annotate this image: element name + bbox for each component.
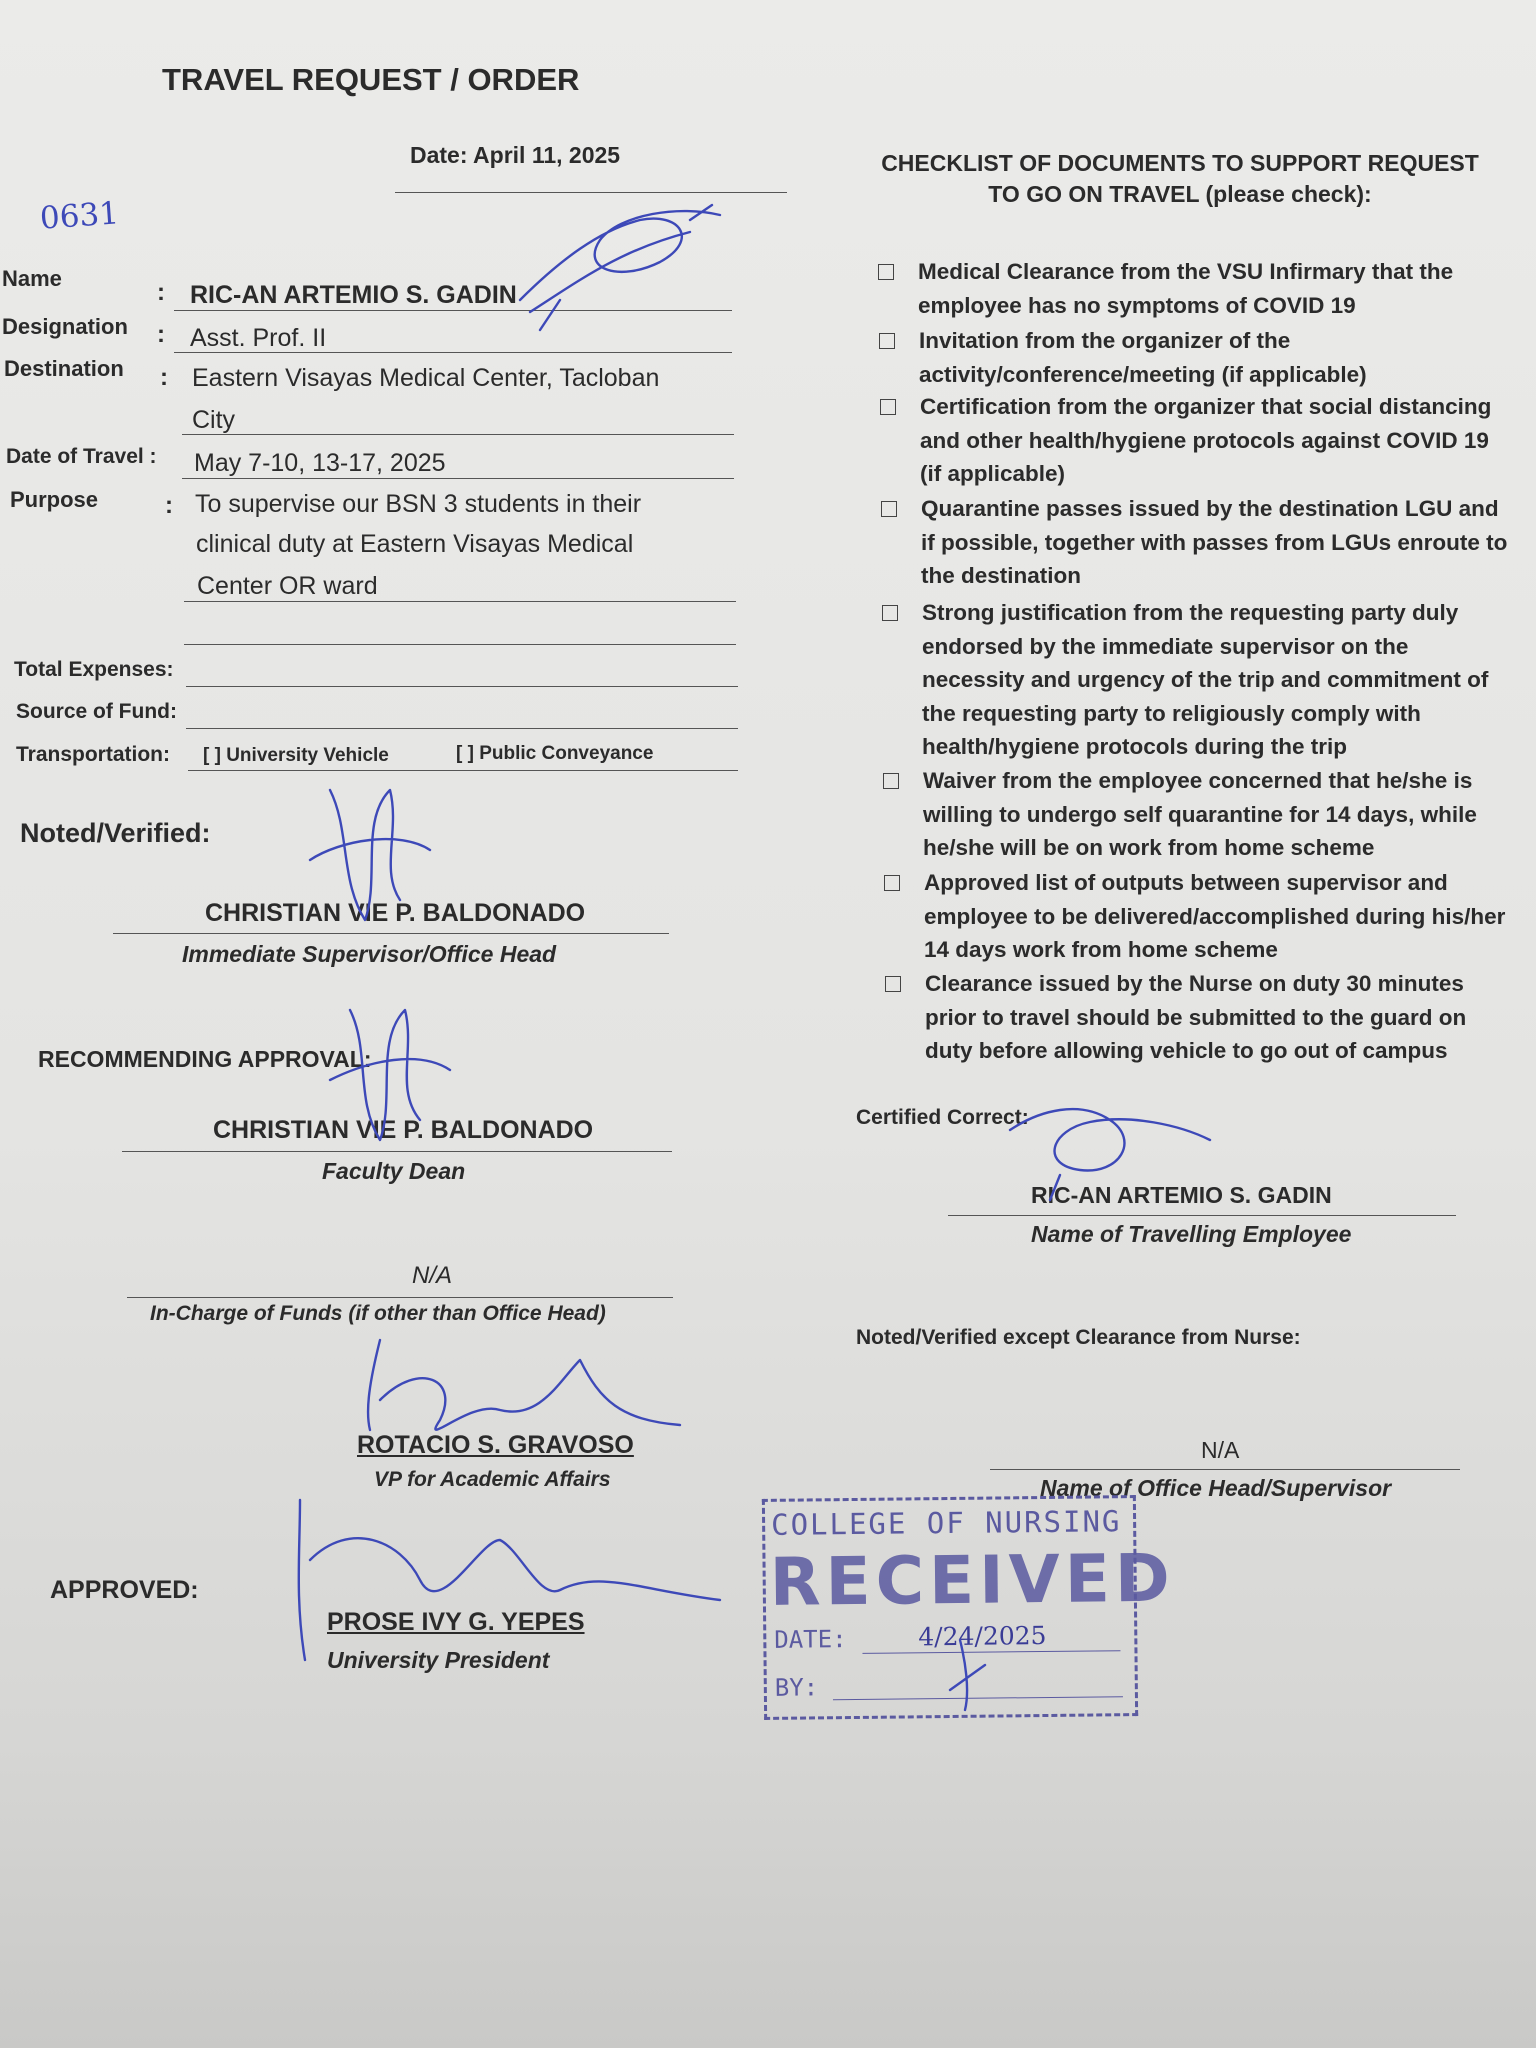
destination-value-line1: Eastern Visayas Medical Center, Tacloban [192,364,660,392]
purpose-label: Purpose [10,487,99,512]
approved-label: APPROVED: [50,1576,199,1604]
signature-certified [1010,1109,1210,1200]
total-expenses-label: Total Expenses: [14,658,174,681]
checklist-item-text: Quarantine passes issued by the destination LGU and if possible, together with passes from LGUs enroute to the destination [921,496,1508,588]
noted-except-label: Noted/Verified except Clearance from Nurse: [856,1326,1301,1349]
name-value: RIC-AN ARTEMIO S. GADIN [190,281,517,309]
signature-supervisor [310,790,430,920]
stamp-office: COLLEGE OF NURSING [770,1504,1122,1542]
stamp-date-label: DATE: [774,1625,847,1654]
date-of-travel-label: Date of Travel : [6,445,157,468]
employee-role: Name of Travelling Employee [1031,1221,1352,1247]
employee-name: RIC-AN ARTEMIO S. GADIN [1031,1182,1332,1208]
dean-name: CHRISTIAN VIE P. BALDONADO [213,1116,594,1144]
form-date: Date: April 11, 2025 [410,142,621,168]
designation-value: Asst. Prof. II [190,324,327,352]
signature-vp [368,1340,680,1430]
handwritten-number: 0631 [38,195,121,237]
vp-name: ROTACIO S. GRAVOSO [357,1431,634,1459]
stamp-by-label: BY: [774,1673,819,1702]
supervisor-name: CHRISTIAN VIE P. BALDONADO [205,899,586,927]
president-name: PROSE IVY G. YEPES [327,1608,585,1636]
name-label: Name [2,266,62,291]
date-of-travel-value: May 7-10, 13-17, 2025 [194,449,446,477]
checklist-item-text: Strong justification from the requesting party duly endorsed by the immediate supervisor on the necessity and urgency of the trip and commitment of the requesting party to religiously comply with health/hygiene protocols during the trip [922,600,1489,759]
president-role: University President [327,1647,550,1673]
checklist-item-text: Invitation from the organizer of the activity/conference/meeting (if applicable) [919,328,1367,387]
dean-role: Faculty Dean [322,1158,466,1184]
stamp-status: RECEIVED [769,1539,1176,1621]
checklist-item-text: Approved list of outputs between supervisor and employee to be delivered/accomplished during his/her 14 days work from home scheme [924,870,1506,962]
name-colon: : [157,279,165,306]
office-head-role: Name of Office Head/Supervisor [1040,1475,1392,1501]
destination-colon: : [160,364,168,391]
destination-value-line2: City [192,406,236,434]
funds-value: N/A [412,1262,453,1289]
form-title: TRAVEL REQUEST / ORDER [162,62,580,97]
checklist-title-line1: CHECKLIST OF DOCUMENTS TO SUPPORT REQUEST [881,150,1479,176]
certified-correct-label: Certified Correct: [856,1106,1029,1129]
supervisor-role: Immediate Supervisor/Office Head [182,941,557,967]
transportation-label: Transportation: [16,743,171,766]
designation-label: Designation [2,314,128,339]
checklist-item-text: Medical Clearance from the VSU Infirmary that the employee has no symptoms of COVID 19 [918,259,1454,318]
transport-option-university-vehicle: [ ] University Vehicle [203,745,389,766]
recommending-approval-label: RECOMMENDING APPROVAL: [38,1046,372,1072]
purpose-colon: : [165,492,173,519]
signature-receiver [950,1640,985,1710]
designation-colon: : [157,321,165,348]
noted-verified-label: Noted/Verified: [20,818,211,848]
checklist-title-line2: TO GO ON TRAVEL (please check): [988,181,1372,207]
purpose-value-line1: To supervise our BSN 3 students in their [195,490,642,518]
checklist-item-text: Clearance issued by the Nurse on duty 30 minutes prior to travel should be submitted to the guard on duty before allowing vehicle to go out of campus [925,971,1467,1063]
signature-president [299,1500,720,1660]
checklist-item-text: Certification from the organizer that social distancing and other health/hygiene protocols against COVID 19 (if applicable) [920,394,1492,486]
stamp-date-value: 4/24/2025 [918,1620,1047,1652]
office-head-value: N/A [1201,1437,1240,1463]
signature-employee-stroke [530,232,690,312]
funds-role: In-Charge of Funds (if other than Office Head) [150,1302,606,1325]
source-of-fund-label: Source of Fund: [16,700,177,723]
destination-label: Destination [4,356,124,381]
purpose-value-line3: Center OR ward [197,572,378,600]
signature-dean [330,1010,450,1140]
vp-role: VP for Academic Affairs [374,1468,611,1491]
signature-employee-top [520,205,720,330]
transport-option-public-conveyance: [ ] Public Conveyance [456,743,654,764]
purpose-value-line2: clinical duty at Eastern Visayas Medical [196,530,634,558]
checklist-item-text: Waiver from the employee concerned that he/she is willing to undergo self quarantine for 14 days, while he/she will be on work from home scheme [923,768,1477,860]
